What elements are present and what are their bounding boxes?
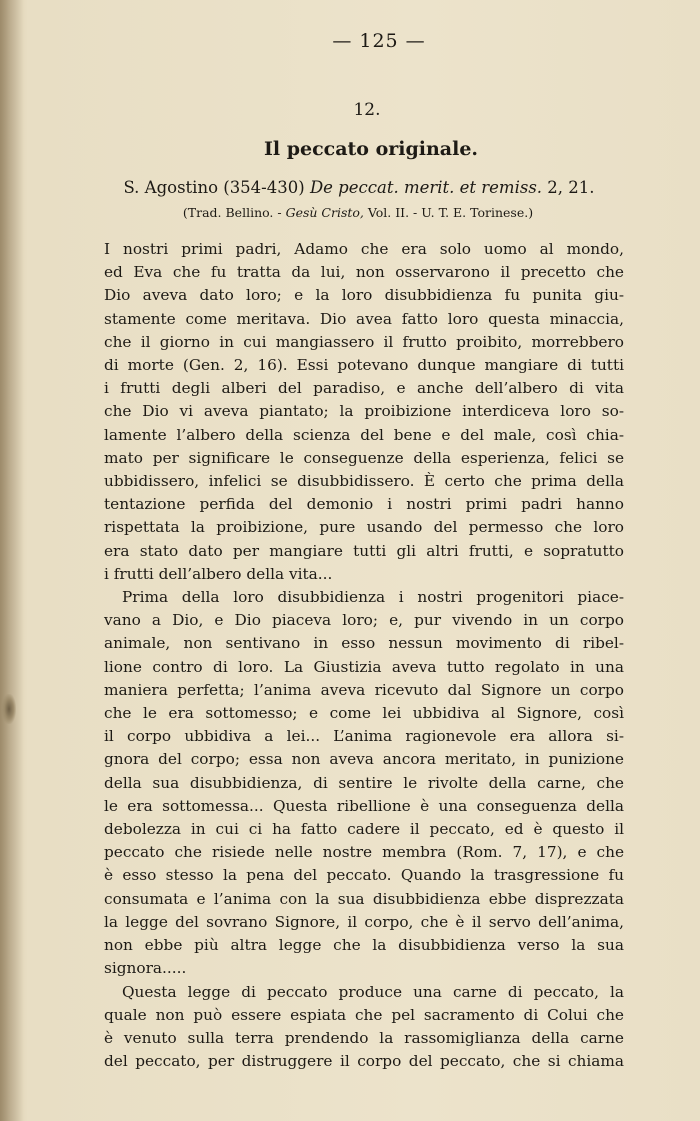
translation-note	[92, 205, 624, 220]
text-line: debolezza in cui ci ha fatto cadere il peccato, ed è questo il	[104, 820, 624, 839]
text-line: è venuto sulla terra prendendo la rassomiglianza della carne	[104, 1028, 624, 1047]
translation-suffix: Vol. II. - U. T. E. Torinese.)	[367, 205, 534, 220]
gutter-shadow	[0, 0, 24, 1121]
text-line: stamente come meritava. Dio avea fatto loro questa minaccia,	[104, 309, 624, 328]
text-line: i frutti dell’albero della vita...	[104, 564, 333, 583]
text-line: mato per significare le conseguenze della esperienza, felici se	[104, 448, 624, 467]
text-line: le era sottomessa... Questa ribellione è una conseguenza della	[104, 796, 624, 815]
page-content	[104, 22, 624, 1073]
text-line: peccato che risiede nelle nostre membra (Rom. 7, 17), e che	[104, 843, 624, 862]
source-ref: 2, 21.	[547, 178, 595, 197]
text-line: che le era sottomesso; e come lei ubbidiva al Signore, così	[104, 704, 624, 723]
text-line: Questa legge di peccato produce una carne di peccato, la	[122, 982, 624, 1001]
text-line: di morte (Gen. 2, 16). Essi potevano dunque mangiare di tutti	[104, 356, 624, 375]
text-line: tentazione perfida del demonio i nostri primi padri hanno	[104, 495, 624, 514]
section-number: 12.	[353, 100, 381, 120]
translation-prefix: (Trad. Bellino. -	[182, 205, 282, 220]
text-line: ed Eva che fu tratta da lui, non osservarono il precetto che	[104, 263, 624, 282]
text-line: maniera perfetta; l’anima aveva ricevuto dal Signore un corpo	[104, 680, 624, 699]
text-line: che il giorno in cui mangiassero il frutto proibito, morrebbero	[104, 332, 624, 351]
text-line: Dio aveva dato loro; e la loro disubbidienza fu punita giu-	[104, 286, 624, 305]
text-line: è esso stesso la pena del peccato. Quando la trasgressione fu	[104, 866, 624, 885]
text-line: ubbidissero, infelici se disubbidissero. È certo che prima della	[104, 472, 624, 491]
text-line: gnora del corpo; essa non aveva ancora meritato, in punizione	[104, 750, 624, 769]
text-line: del peccato, per distruggere il corpo del peccato, che si chiama	[104, 1052, 624, 1071]
text-line: non ebbe più altra legge che la disubbidienza verso la sua	[104, 936, 624, 955]
text-line: signora.....	[104, 959, 187, 978]
text-line: quale non può essere espiata che pel sacramento di Colui che	[104, 1005, 624, 1024]
text-line: I nostri primi padri, Adamo che era solo uomo al mondo,	[104, 240, 624, 258]
text-line: lione contro di loro. La Giustizia aveva tutto regolato in una	[104, 657, 624, 676]
text-line: consumata e l’anima con la sua disubbidienza ebbe disprezzata	[104, 889, 624, 908]
text-line: Prima della loro disubbidienza i nostri progenitori piace-	[122, 588, 624, 607]
text-line: i frutti degli alberi del paradiso, e anche dell’albero di vita	[104, 379, 624, 398]
source-citation	[94, 178, 624, 197]
text-line: era stato dato per mangiare tutti gli altri frutti, e sopratutto	[104, 541, 624, 560]
text-line: rispettata la proibizione, pure usando del permesso che loro	[104, 518, 624, 537]
text-line: lamente l’albero della scienza del bene e del male, così chia-	[104, 425, 624, 444]
source-author: S. Agostino (354-430)	[123, 178, 305, 197]
body-text	[104, 238, 624, 1073]
text-line: vano a Dio, e Dio piaceva loro; e, pur vivendo in un corpo	[104, 611, 624, 630]
source-work: De peccat. merit. et remiss.	[309, 178, 543, 197]
text-line: animale, non sentivano in esso nessun movimento di ribel-	[104, 634, 624, 653]
page-number: — 125 —	[332, 30, 426, 52]
text-line: della sua disubbidienza, di sentire le rivolte della carne, che	[104, 773, 624, 792]
text-line: che Dio vi aveva piantato; la proibizione interdiceva loro so-	[104, 402, 624, 421]
section-title: Il peccato originale.	[263, 138, 479, 160]
binding-mark	[2, 694, 16, 724]
translation-work: Gesù Cristo,	[285, 205, 364, 220]
text-line: la legge del sovrano Signore, il corpo, che è il servo dell’anima,	[104, 912, 624, 931]
text-line: il corpo ubbidiva a lei... L’anima ragionevole era allora si-	[104, 727, 624, 746]
